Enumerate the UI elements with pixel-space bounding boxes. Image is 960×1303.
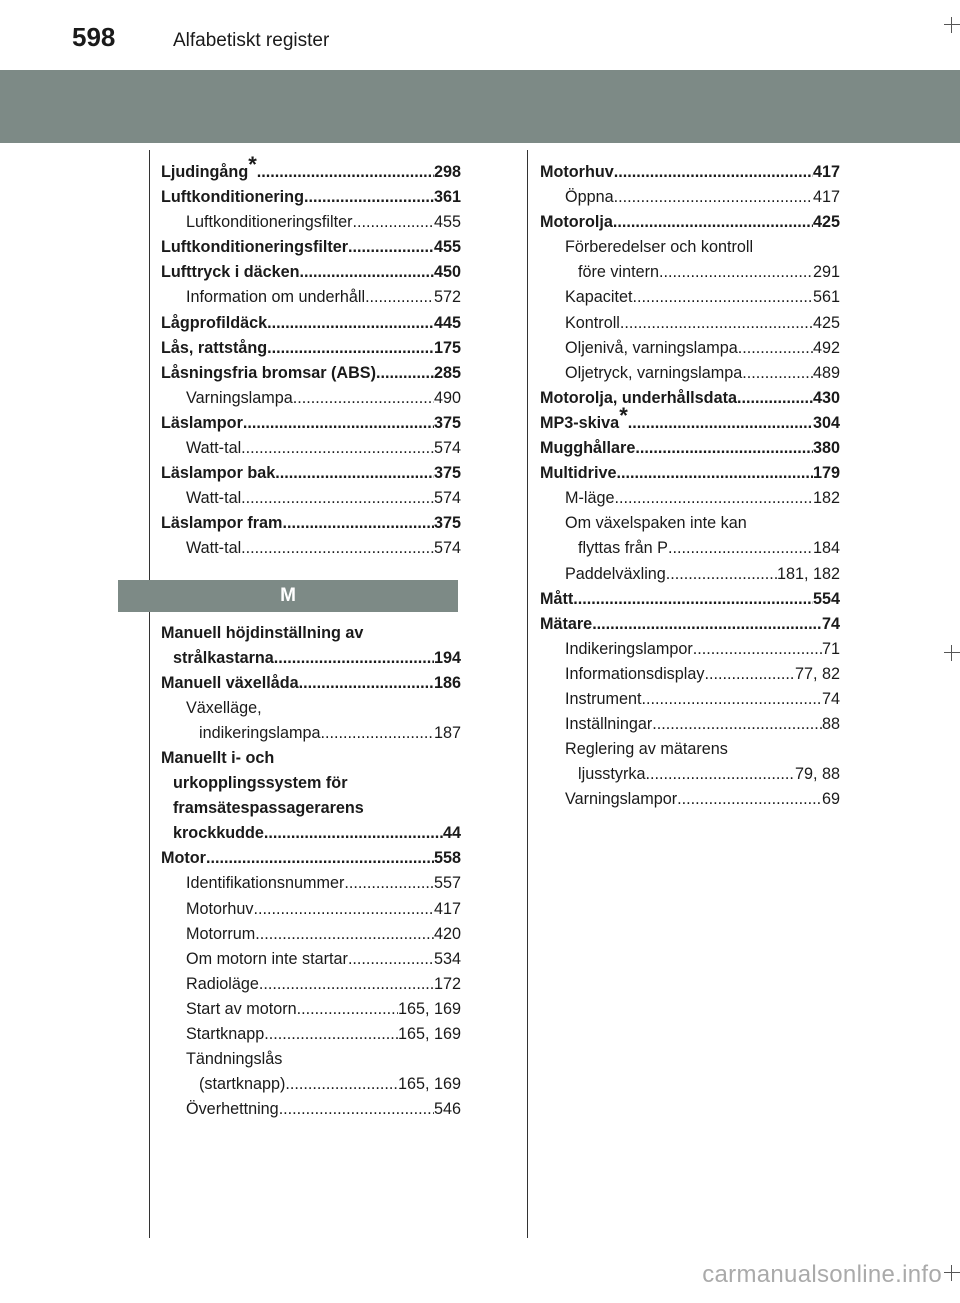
- dot-leader: [633, 285, 813, 310]
- index-entry: [540, 637, 840, 662]
- index-term: Indikeringslampor: [565, 639, 693, 658]
- index-term: Motor: [161, 849, 206, 868]
- index-entry: [540, 762, 840, 787]
- index-term: Låsningsfria bromsar (ABS): [161, 363, 376, 382]
- index-entry: [540, 361, 840, 386]
- index-term: Varningslampa: [186, 388, 293, 407]
- page-reference: 455: [433, 238, 461, 257]
- index-entry: [161, 646, 461, 671]
- dot-leader: [641, 687, 822, 712]
- index-term: Motorolja, underhållsdata: [540, 388, 737, 407]
- index-term: Oljetryck, varningslampa: [565, 363, 743, 382]
- index-entry-line: Tändningslås: [186, 1050, 283, 1069]
- index-entry: [540, 787, 840, 812]
- right-column-rule: [527, 150, 528, 1238]
- index-entry: [540, 311, 840, 336]
- dot-leader: [300, 260, 434, 285]
- left-column-rule: [149, 150, 150, 1238]
- page-reference: 420: [433, 924, 461, 943]
- dot-leader: [293, 386, 434, 411]
- page-reference: 375: [433, 413, 461, 432]
- page-reference: 574: [433, 539, 461, 558]
- index-entry: [161, 436, 461, 461]
- index-term: Multidrive: [540, 464, 617, 483]
- index-entry: [540, 402, 840, 436]
- page-reference: 71: [821, 639, 840, 658]
- index-entry: [161, 846, 461, 871]
- index-entry: [161, 1072, 461, 1097]
- index-term: Motorolja: [540, 213, 613, 232]
- page-reference: 165, 169: [397, 999, 461, 1018]
- dot-leader: [742, 361, 813, 386]
- page-reference: 375: [433, 514, 461, 533]
- page-reference: 298: [433, 163, 461, 181]
- dot-leader: [264, 821, 443, 846]
- page-reference: 181, 182: [776, 564, 840, 583]
- index-entry: [540, 285, 840, 310]
- index-entry: [540, 386, 840, 411]
- dot-leader: [297, 997, 398, 1022]
- dot-leader: [274, 646, 434, 671]
- dot-leader: [635, 436, 813, 461]
- page-reference: 380: [812, 439, 840, 458]
- index-term: Motorrum: [186, 924, 256, 943]
- page-reference: 425: [812, 213, 840, 232]
- dot-leader: [257, 160, 434, 185]
- page-reference: 361: [433, 188, 461, 207]
- index-term: Watt-tal: [186, 489, 242, 508]
- dot-leader: [259, 972, 434, 997]
- index-term: Läslampor: [161, 413, 243, 432]
- index-entry: [540, 461, 840, 486]
- dot-leader: [645, 762, 795, 787]
- index-term: Lufttryck i däcken: [161, 263, 300, 282]
- dot-leader: [738, 336, 813, 361]
- dot-leader: [264, 1022, 398, 1047]
- index-term: strålkastarna: [173, 648, 274, 667]
- index-entry: [161, 536, 461, 561]
- dot-leader: [614, 486, 813, 511]
- index-term: Ljudingång*: [161, 152, 257, 181]
- index-term: Watt-tal: [186, 539, 242, 558]
- index-list-m-continued: [540, 160, 840, 812]
- page-reference: 572: [433, 288, 461, 307]
- index-term: Luftkonditioneringsfilter: [161, 238, 349, 257]
- page-reference: 172: [433, 974, 461, 993]
- dot-leader: [704, 662, 795, 687]
- index-term: Start av motorn: [186, 999, 297, 1018]
- index-term: Watt-tal: [186, 439, 242, 458]
- dot-leader: [267, 336, 434, 361]
- dot-leader: [267, 311, 434, 336]
- index-term: Luftkonditioneringsfilter: [186, 213, 353, 232]
- dot-leader: [275, 461, 434, 486]
- dot-leader: [255, 922, 434, 947]
- index-term: Om motorn inte startar: [186, 949, 348, 968]
- index-entry: [161, 511, 461, 536]
- index-entry: [161, 210, 461, 235]
- page-reference: 74: [821, 614, 840, 633]
- dot-leader: [693, 637, 822, 662]
- dot-leader: [614, 160, 813, 185]
- index-term: före vintern: [578, 263, 659, 282]
- index-entry: [540, 160, 840, 185]
- right-index-column: [540, 160, 840, 812]
- index-entry: [540, 185, 840, 210]
- index-entry-line: framsätespassagerarens: [173, 799, 364, 818]
- dot-leader: [348, 235, 434, 260]
- index-entry: [540, 687, 840, 712]
- page-reference: 175: [433, 338, 461, 357]
- index-term: Läslampor fram: [161, 514, 283, 533]
- dot-leader: [241, 536, 434, 561]
- page-reference: 186: [433, 673, 461, 692]
- page-reference: 184: [812, 539, 840, 558]
- section-heading-m: M: [118, 580, 458, 612]
- index-term: Varningslampor: [565, 790, 678, 809]
- page-reference: 77, 82: [794, 664, 840, 683]
- index-term: Öppna: [565, 188, 614, 207]
- dot-leader: [628, 411, 813, 436]
- index-term: Överhettning: [186, 1100, 279, 1119]
- dot-leader: [677, 787, 822, 812]
- page-reference: 285: [433, 363, 461, 382]
- page-reference: 574: [433, 489, 461, 508]
- header-band: [0, 70, 960, 143]
- index-entry: [161, 311, 461, 336]
- index-entry: [161, 235, 461, 260]
- asterisk-icon: *: [619, 402, 628, 428]
- dot-leader: [299, 671, 434, 696]
- index-term: Kapacitet: [565, 288, 633, 307]
- index-term: M-läge: [565, 489, 615, 508]
- asterisk-icon: *: [248, 152, 257, 177]
- index-entry: [161, 897, 461, 922]
- index-term: Kontroll: [565, 313, 620, 332]
- dot-leader: [304, 185, 434, 210]
- dot-leader: [320, 721, 434, 746]
- index-entry: [540, 336, 840, 361]
- page-reference: 375: [433, 464, 461, 483]
- dot-leader: [241, 486, 434, 511]
- index-entry: [540, 587, 840, 612]
- index-entry: [540, 562, 840, 587]
- index-entry-line: Manuell höjdinställning av: [161, 623, 364, 642]
- index-term: krockkudde: [173, 824, 264, 843]
- registration-mark-icon: [944, 645, 960, 661]
- index-term: Identifikationsnummer: [186, 874, 345, 893]
- page-reference: 74: [821, 689, 840, 708]
- dot-leader: [279, 1097, 434, 1122]
- index-entry: [161, 671, 461, 696]
- page-reference: 558: [433, 849, 461, 868]
- index-entry: [161, 922, 461, 947]
- page-reference: 194: [433, 648, 461, 667]
- page-reference: 88: [821, 715, 840, 734]
- index-entry: [161, 1097, 461, 1122]
- index-entry: [161, 152, 461, 185]
- index-entry: [540, 612, 840, 637]
- page-reference: 79, 88: [794, 765, 840, 784]
- page-reference: 450: [433, 263, 461, 282]
- index-entry-line: Reglering av mätarens: [565, 740, 728, 759]
- index-entry: [161, 361, 461, 386]
- dot-leader: [652, 712, 822, 737]
- page-reference: 489: [812, 363, 840, 382]
- index-entry: [161, 285, 461, 310]
- index-entry: [540, 210, 840, 235]
- page-reference: 455: [433, 213, 461, 232]
- page-reference: 44: [442, 824, 461, 843]
- index-list-l: [161, 152, 461, 562]
- dot-leader: [573, 587, 813, 612]
- page-reference: 492: [812, 338, 840, 357]
- index-entry: [161, 871, 461, 896]
- dot-leader: [206, 846, 434, 871]
- dot-leader: [352, 210, 434, 235]
- index-entry: [540, 662, 840, 687]
- index-term: Motorhuv: [186, 899, 254, 918]
- index-entry: [540, 486, 840, 511]
- index-entry: [161, 336, 461, 361]
- page-reference: 417: [812, 163, 840, 181]
- dot-leader: [659, 260, 813, 285]
- dot-leader: [592, 612, 822, 637]
- index-term: Information om underhåll: [186, 288, 366, 307]
- page-reference: 182: [812, 489, 840, 508]
- page-reference: 69: [821, 790, 840, 809]
- page-reference: 430: [812, 388, 840, 407]
- page-reference: 490: [433, 388, 461, 407]
- page-reference: 534: [433, 949, 461, 968]
- index-entry: [161, 461, 461, 486]
- index-term: MP3-skiva*: [540, 402, 628, 432]
- page-reference: 304: [812, 413, 840, 432]
- dot-leader: [616, 461, 813, 486]
- dot-leader: [241, 436, 434, 461]
- index-term: Radioläge: [186, 974, 259, 993]
- dot-leader: [344, 871, 434, 896]
- index-term: ljusstyrka: [578, 765, 646, 784]
- page-reference: 165, 169: [397, 1025, 461, 1043]
- registration-mark-icon: [944, 1265, 960, 1281]
- dot-leader: [253, 897, 434, 922]
- index-term: Paddelväxling: [565, 564, 666, 583]
- page-reference: 445: [433, 313, 461, 332]
- index-term: Instrument: [565, 689, 642, 708]
- index-entry-line: Växelläge,: [186, 698, 262, 717]
- page-reference: 561: [812, 288, 840, 307]
- page-reference: 425: [812, 313, 840, 332]
- index-term: Motorhuv: [540, 163, 614, 181]
- page-reference: 291: [812, 263, 840, 282]
- index-term: indikeringslampa: [199, 723, 321, 742]
- left-index-column: [161, 152, 461, 1122]
- index-entry-line: Om växelspaken inte kan: [565, 514, 747, 533]
- index-entry: [161, 947, 461, 972]
- index-term: Mugghållare: [540, 439, 636, 458]
- index-entry: [161, 486, 461, 511]
- index-term: Inställningar: [565, 715, 653, 734]
- watermark: carmanualsonline.info: [702, 1261, 942, 1288]
- page-reference: 165, 169: [397, 1075, 461, 1094]
- index-term: Mått: [540, 589, 574, 608]
- page-reference: 417: [433, 899, 461, 918]
- index-term: Startknapp: [186, 1025, 265, 1043]
- index-term: Mätare: [540, 614, 593, 633]
- dot-leader: [282, 511, 434, 536]
- index-term: Informationsdisplay: [565, 664, 705, 683]
- page-title: Alfabetiskt register: [173, 30, 330, 51]
- index-term: Oljenivå, varningslampa: [565, 338, 738, 357]
- index-term: Läslampor bak: [161, 464, 276, 483]
- registration-mark-icon: [944, 17, 960, 33]
- index-entry: [161, 386, 461, 411]
- index-term: Lågprofildäck: [161, 313, 268, 332]
- index-term: Manuell växellåda: [161, 673, 299, 692]
- dot-leader: [365, 285, 434, 310]
- page-reference: 554: [812, 589, 840, 608]
- dot-leader: [376, 361, 434, 386]
- index-term: flyttas från P: [578, 539, 668, 558]
- page-reference: 179: [812, 464, 840, 483]
- index-list-m: [161, 621, 461, 1123]
- index-entry: [540, 436, 840, 461]
- dot-leader: [243, 411, 434, 436]
- index-term: Lås, rattstång: [161, 338, 268, 357]
- page-number: 598: [72, 22, 116, 52]
- index-entry-line: Manuellt i- och: [161, 748, 275, 767]
- dot-leader: [614, 185, 813, 210]
- page-reference: 546: [433, 1100, 461, 1119]
- dot-leader: [348, 947, 434, 972]
- index-term: Luftkonditionering: [161, 188, 304, 207]
- dot-leader: [285, 1072, 398, 1097]
- index-entry: [161, 997, 461, 1022]
- index-entry-line: urkopplingssystem för: [173, 774, 348, 793]
- index-entry: [161, 721, 461, 746]
- index-entry: [540, 536, 840, 561]
- index-term: (startknapp): [199, 1075, 286, 1094]
- index-entry: [161, 1022, 461, 1047]
- index-entry: [161, 260, 461, 285]
- dot-leader: [737, 386, 813, 411]
- page-reference: 187: [433, 723, 461, 742]
- dot-leader: [613, 210, 813, 235]
- index-entry: [161, 821, 461, 846]
- dot-leader: [668, 536, 813, 561]
- index-entry-line: Förberedelser och kontroll: [565, 238, 754, 257]
- page-reference: 557: [433, 874, 461, 893]
- index-entry: [161, 411, 461, 436]
- dot-leader: [620, 311, 813, 336]
- index-entry: [161, 972, 461, 997]
- page-reference: 574: [433, 439, 461, 458]
- dot-leader: [666, 562, 777, 587]
- index-entry: [540, 712, 840, 737]
- page-reference: 417: [812, 188, 840, 207]
- index-entry: [161, 185, 461, 210]
- index-entry: [540, 260, 840, 285]
